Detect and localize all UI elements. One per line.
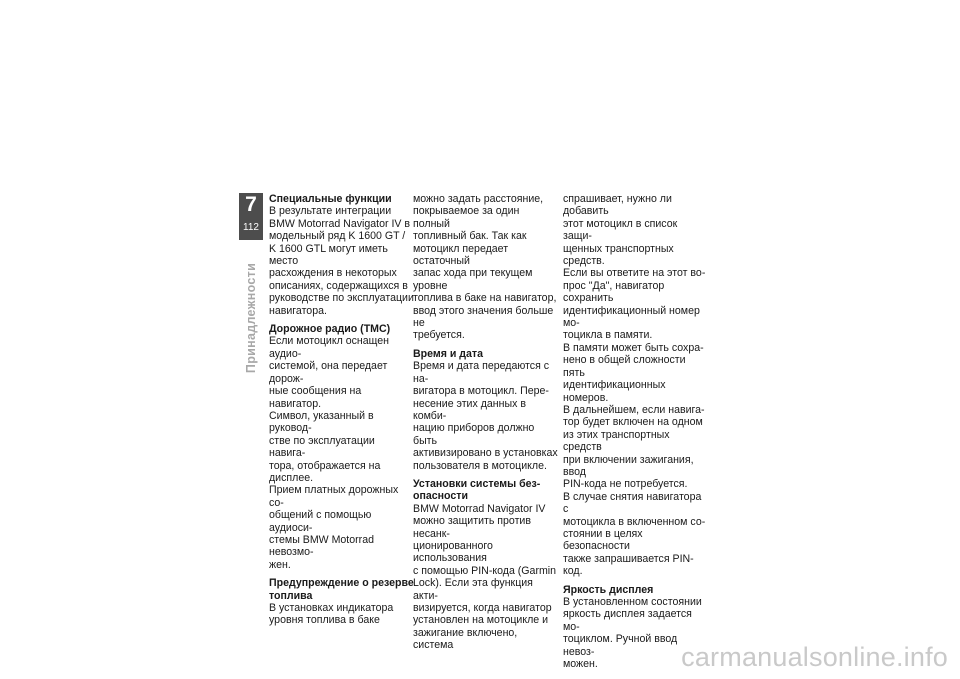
text-line: спрашивает, нужно ли добавить	[563, 193, 672, 218]
text-line: Lock). Если эта функция акти-	[413, 577, 533, 602]
text-line: PIN-кода не потребуется.	[563, 478, 688, 491]
text-line: можно задать расстояние,	[413, 193, 544, 205]
text-line: зажигание включено, система	[413, 626, 518, 652]
text-line: BMW Motorrad Navigator IV в	[269, 217, 411, 230]
text-line: жен.	[269, 558, 291, 571]
text-column-1	[269, 193, 414, 627]
text-line: Время и дата передаются с на-	[413, 360, 550, 385]
text-line: K 1600 GTL могут иметь место	[269, 242, 388, 268]
text-line: этот мотоцикл в список защи-	[563, 217, 678, 243]
text-line: пользователя в мотоцикле.	[413, 459, 547, 472]
text-line: тора, отображается на дисплее.	[269, 459, 381, 484]
text-line: вигатора в мотоцикл. Пере-	[413, 385, 549, 398]
text-line: Прием платных дорожных со-	[269, 484, 399, 509]
text-line: мотоцикл передает остаточный	[413, 242, 509, 268]
text-line: активизировано в установках	[413, 447, 558, 460]
text-column-2	[413, 193, 559, 652]
text-line: можно защитить против несанк-	[413, 515, 531, 540]
text-line: при включении зажигания, ввод	[563, 453, 694, 478]
text-line: покрываемое за один полный	[413, 205, 520, 230]
text-line: прос "Да", навигатор сохранить	[563, 279, 665, 305]
text-line: В установленном состоянии	[563, 596, 702, 608]
text-line: визируется, когда навигатор	[413, 602, 552, 614]
text-column-3	[563, 193, 709, 670]
text-line: идентификационный номер мо-	[563, 304, 700, 330]
chapter-tab	[239, 193, 263, 240]
text-line: топлива в баке на навигатор,	[413, 292, 557, 305]
text-line: тоцикла в памяти.	[563, 329, 653, 342]
section-heading: Дорожное радио (TMC)	[269, 323, 391, 336]
text-line: запас хода при текущем уровне	[413, 267, 533, 292]
section-heading: Время и дата	[413, 347, 483, 360]
text-line: В дальнейшем, если навига-	[563, 403, 705, 416]
text-line: установлен на мотоцикле и	[413, 614, 549, 627]
text-line: нено в общей сложности пять	[563, 354, 686, 379]
text-line: системой, она передает дорож-	[269, 360, 388, 385]
text-line: тоциклом. Ручной ввод невоз-	[563, 633, 678, 658]
text-line: ционированного использования	[413, 539, 493, 565]
text-line: можен.	[563, 658, 598, 671]
text-line: В случае снятия навигатора с	[563, 490, 702, 516]
text-line: стоянии в целях безопасности	[563, 527, 643, 553]
text-line: В установках индикатора	[269, 602, 394, 614]
page-number: 112	[243, 222, 259, 233]
text-line: BMW Motorrad Navigator IV	[413, 502, 546, 515]
text-line: щенных транспортных средств.	[563, 242, 674, 268]
text-line: ные сообщения на навигатор.	[269, 385, 362, 410]
text-line: Символ, указанный в руковод-	[269, 409, 374, 435]
watermark: carmanualsonline.info	[681, 642, 948, 672]
section-heading: Предупреждение о резерве топлива	[269, 577, 414, 602]
text-line: модельный ряд K 1600 GT /	[269, 230, 406, 243]
chapter-title: Принадлежности	[244, 262, 258, 374]
text-line: уровня топлива в баке	[269, 614, 380, 627]
section-heading: Установки системы без-опасности	[413, 477, 541, 503]
text-line: стве по эксплуатации навига-	[269, 434, 375, 460]
text-line: мотоцикла в включенном со-	[563, 515, 706, 528]
text-line: несение этих данных в комби-	[413, 397, 526, 422]
text-line: В памяти может быть сохра-	[563, 341, 704, 354]
chapter-number: 7	[245, 193, 257, 216]
text-line: расхождения в некоторых	[269, 267, 397, 280]
text-line: стемы BMW Motorrad невозмо-	[269, 533, 374, 559]
text-line: ввод этого значения больше не	[413, 304, 554, 330]
text-line: Если вы ответите на этот во-	[563, 267, 706, 280]
text-line: также запрашивается PIN-код.	[563, 552, 694, 578]
text-line: тор будет включен на одном	[563, 416, 703, 429]
text-line: общений с помощью аудиоси-	[269, 509, 372, 534]
text-line: нацию приборов должно быть	[413, 422, 535, 447]
text-line: из этих транспортных средств	[563, 428, 670, 454]
text-line: с помощью PIN-кода (Garmin	[413, 564, 557, 577]
text-line: Если мотоцикл оснащен аудио-	[269, 335, 389, 360]
text-line: требуется.	[413, 329, 465, 342]
text-line: навигатора.	[269, 304, 327, 317]
text-line: В результате интеграции	[269, 205, 392, 218]
text-line: руководстве по эксплуатации	[269, 292, 414, 305]
text-line: топливный бак. Так как	[413, 230, 527, 243]
section-heading: Специальные функции	[269, 193, 392, 205]
text-line: идентификационных номеров.	[563, 379, 666, 404]
text-line: описаниях, содержащихся в	[269, 279, 408, 292]
text-line: яркость дисплея задается мо-	[563, 608, 692, 633]
section-heading: Яркость дисплея	[563, 583, 654, 596]
